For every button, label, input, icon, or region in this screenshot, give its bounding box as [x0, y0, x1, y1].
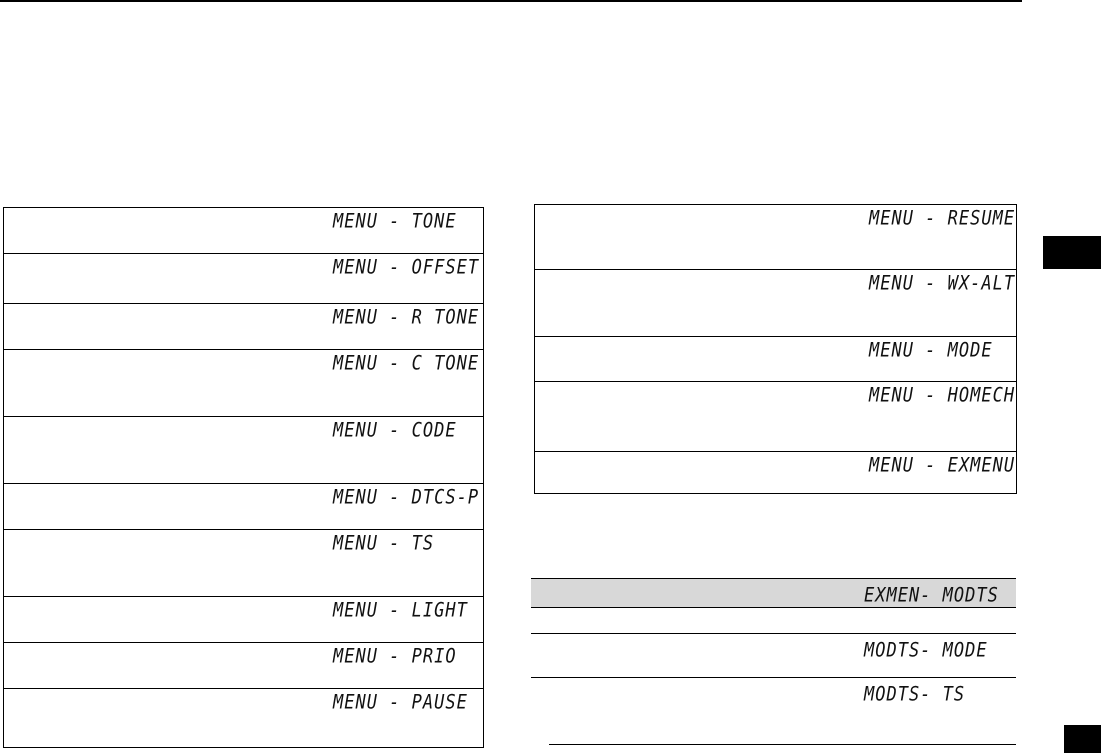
menu-row [4, 208, 483, 254]
menu-row [4, 350, 483, 417]
menu-row [535, 337, 1016, 382]
lcd-readout: MENU - EXMENU [869, 454, 1016, 477]
left-menu-panel [3, 207, 484, 748]
section-tab [1043, 236, 1101, 269]
lcd-readout: MENU - WX-ALT [869, 272, 1016, 295]
menu-row [4, 530, 483, 597]
extended-menu-mode-row [531, 634, 1016, 678]
menu-row [4, 254, 483, 304]
menu-row [4, 689, 483, 752]
menu-row [535, 205, 1016, 270]
lcd-readout: MENU - RESUME [869, 207, 1016, 230]
extended-menu-ts-row [549, 678, 1016, 745]
lcd-readout: MENU - LIGHT [333, 599, 468, 622]
lcd-readout: MODTS- TS [864, 683, 966, 706]
lcd-readout: MENU - TONE [333, 210, 457, 233]
lcd-readout: MENU - PRIO [333, 645, 457, 668]
lcd-readout: MENU - DTCS-P [333, 486, 480, 509]
menu-row [4, 484, 483, 530]
menu-row [535, 382, 1016, 452]
menu-row [4, 304, 483, 350]
extended-menu-block [531, 578, 1016, 745]
menu-row [535, 452, 1016, 494]
menu-row [4, 417, 483, 484]
lcd-readout: MENU - TS [333, 532, 435, 555]
page-number-tab [1064, 725, 1101, 753]
lcd-readout: MENU - OFFSET [333, 256, 480, 279]
menu-row [4, 643, 483, 689]
menu-row [4, 597, 483, 643]
extended-menu-blank-row [531, 608, 1016, 634]
lcd-readout: MODTS- MODE [864, 639, 988, 662]
menu-row [535, 270, 1016, 337]
lcd-readout: MENU - R TONE [333, 306, 480, 329]
extended-menu-header-row [531, 578, 1016, 608]
lcd-readout: MENU - C TONE [333, 352, 480, 375]
lcd-readout: MENU - HOMECH [869, 384, 1016, 407]
lcd-readout: MENU - MODE [869, 339, 993, 362]
lcd-readout: MENU - PAUSE [333, 691, 468, 714]
top-rule [0, 0, 1022, 2]
lcd-readout: EXMEN- MODTS [864, 584, 999, 607]
lcd-readout: MENU - CODE [333, 419, 457, 442]
right-menu-panel [534, 204, 1017, 494]
